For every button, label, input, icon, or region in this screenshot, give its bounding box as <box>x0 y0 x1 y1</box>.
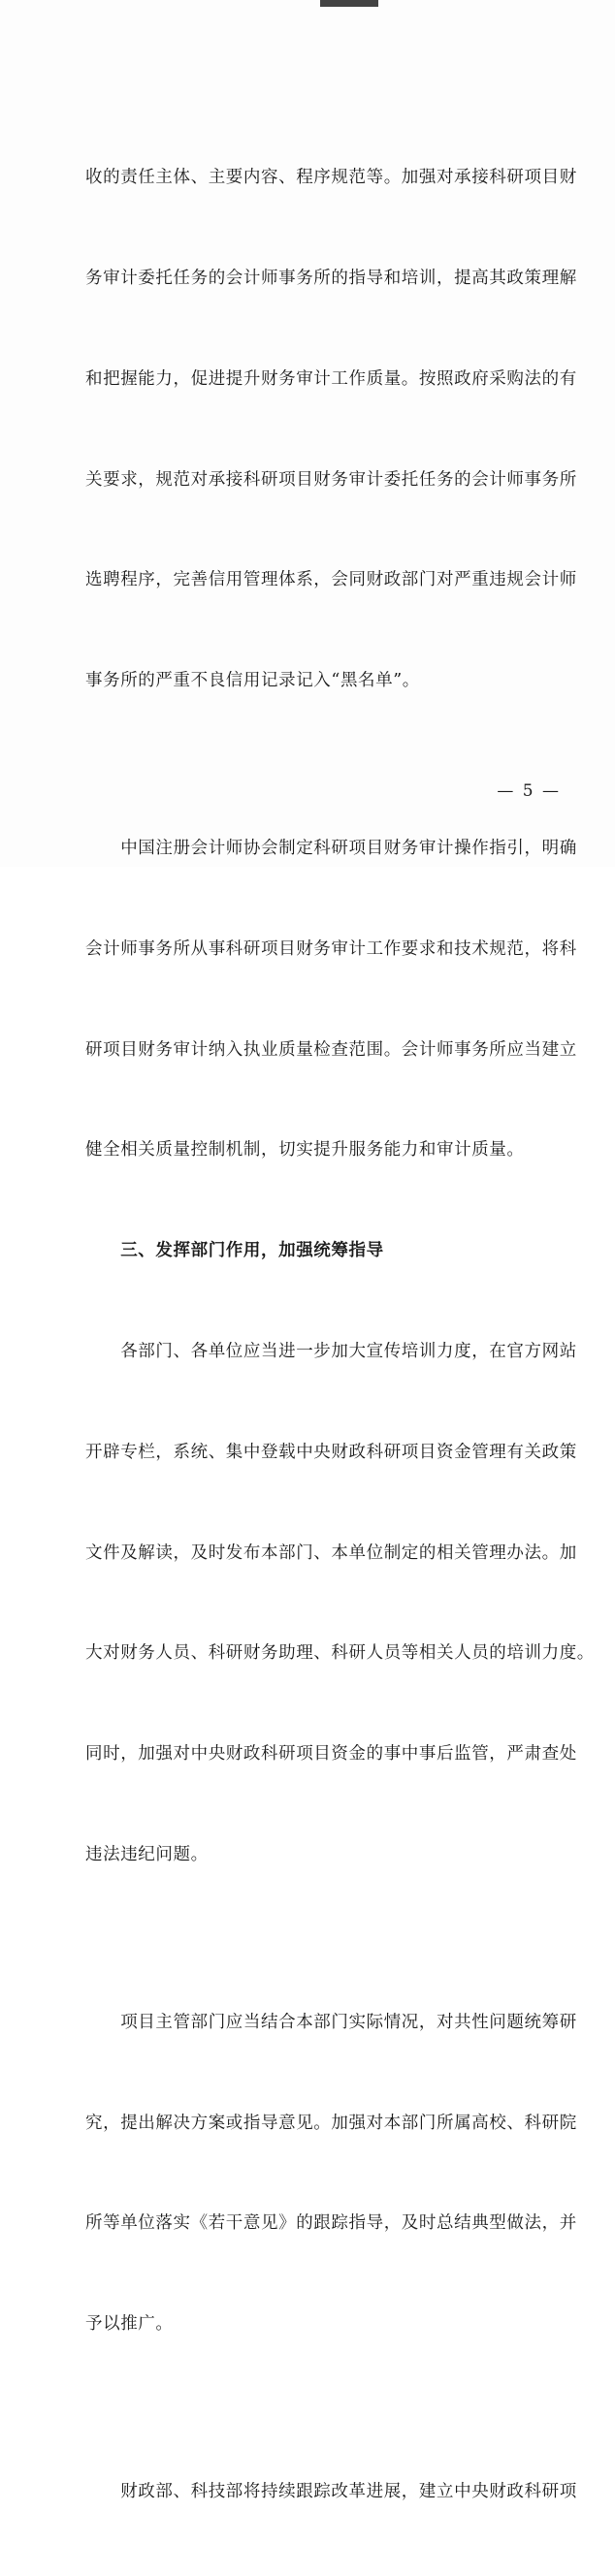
text-line: 和把握能力，促进提升财务审计工作质量。按照政府采购法的有 <box>85 368 577 389</box>
text-line: 违法违纪问题。 <box>85 1844 209 1864</box>
text-line: 予以推广。 <box>85 2314 174 2335</box>
text-line: 关要求，规范对承接科研项目财务审计委托任务的会计师事务所 <box>85 469 577 490</box>
text-line: 开辟专栏，系统、集中登载中央财政科研项目资金管理有关政策 <box>85 1442 577 1462</box>
paragraph-2 <box>85 765 577 1234</box>
text-line: 文件及解读，及时发布本部门、本单位制定的相关管理办法。加 <box>85 1542 577 1563</box>
text-line: 事务所的严重不良信用记录记入“黑名单”。 <box>85 671 420 691</box>
text-line: 究，提出解决方案或指导意见。加强对本部门所属高校、科研院 <box>85 2113 577 2133</box>
paragraph-1 <box>85 94 577 765</box>
text-line: 收的责任主体、主要内容、程序规范等。加强对承接科研项目财 <box>85 168 577 188</box>
text-line: 会计师事务所从事科研项目财务审计工作要求和技术规范，将科 <box>85 938 577 959</box>
paragraph-4 <box>85 1939 577 2408</box>
scan-artifact <box>320 0 378 7</box>
page-number: — 5 — <box>497 781 561 801</box>
text-line: 中国注册会计师协会制定科研项目财务审计操作指引，明确 <box>85 839 577 859</box>
text-line: 同时，加强对中央财政科研项目资金的事中事后监管，严肃查处 <box>85 1744 577 1765</box>
text-line: 选聘程序，完善信用管理体系，会同财政部门对严重违规会计师 <box>85 570 577 590</box>
text-line: 所等单位落实《若干意见》的跟踪指导，及时总结典型做法，并 <box>85 2213 577 2234</box>
text-line: 项目主管部门应当结合本部门实际情况，对共性问题统筹研 <box>85 2012 577 2032</box>
body-text <box>85 94 595 2576</box>
paragraph-5 <box>85 2408 577 2576</box>
text-line: 各部门、各单位应当进一步加大宣传培训力度，在官方网站 <box>85 1341 577 1361</box>
text-line: 健全相关质量控制机制，切实提升服务能力和审计质量。 <box>85 1140 525 1161</box>
text-line: 务审计委托任务的会计师事务所的指导和培训，提高其政策理解 <box>85 268 577 288</box>
section-heading: 三、发挥部门作用，加强统筹指导 <box>85 1241 384 1261</box>
paragraph-3 <box>85 1268 595 1939</box>
text-line: 研项目财务审计纳入执业质量检查范围。会计师事务所应当建立 <box>85 1039 577 1060</box>
text-line: 大对财务人员、科研财务助理、科研人员等相关人员的培训力度。 <box>85 1643 595 1664</box>
text-line: 财政部、科技部将持续跟踪改革进展，建立中央财政科研项 <box>85 2482 577 2502</box>
